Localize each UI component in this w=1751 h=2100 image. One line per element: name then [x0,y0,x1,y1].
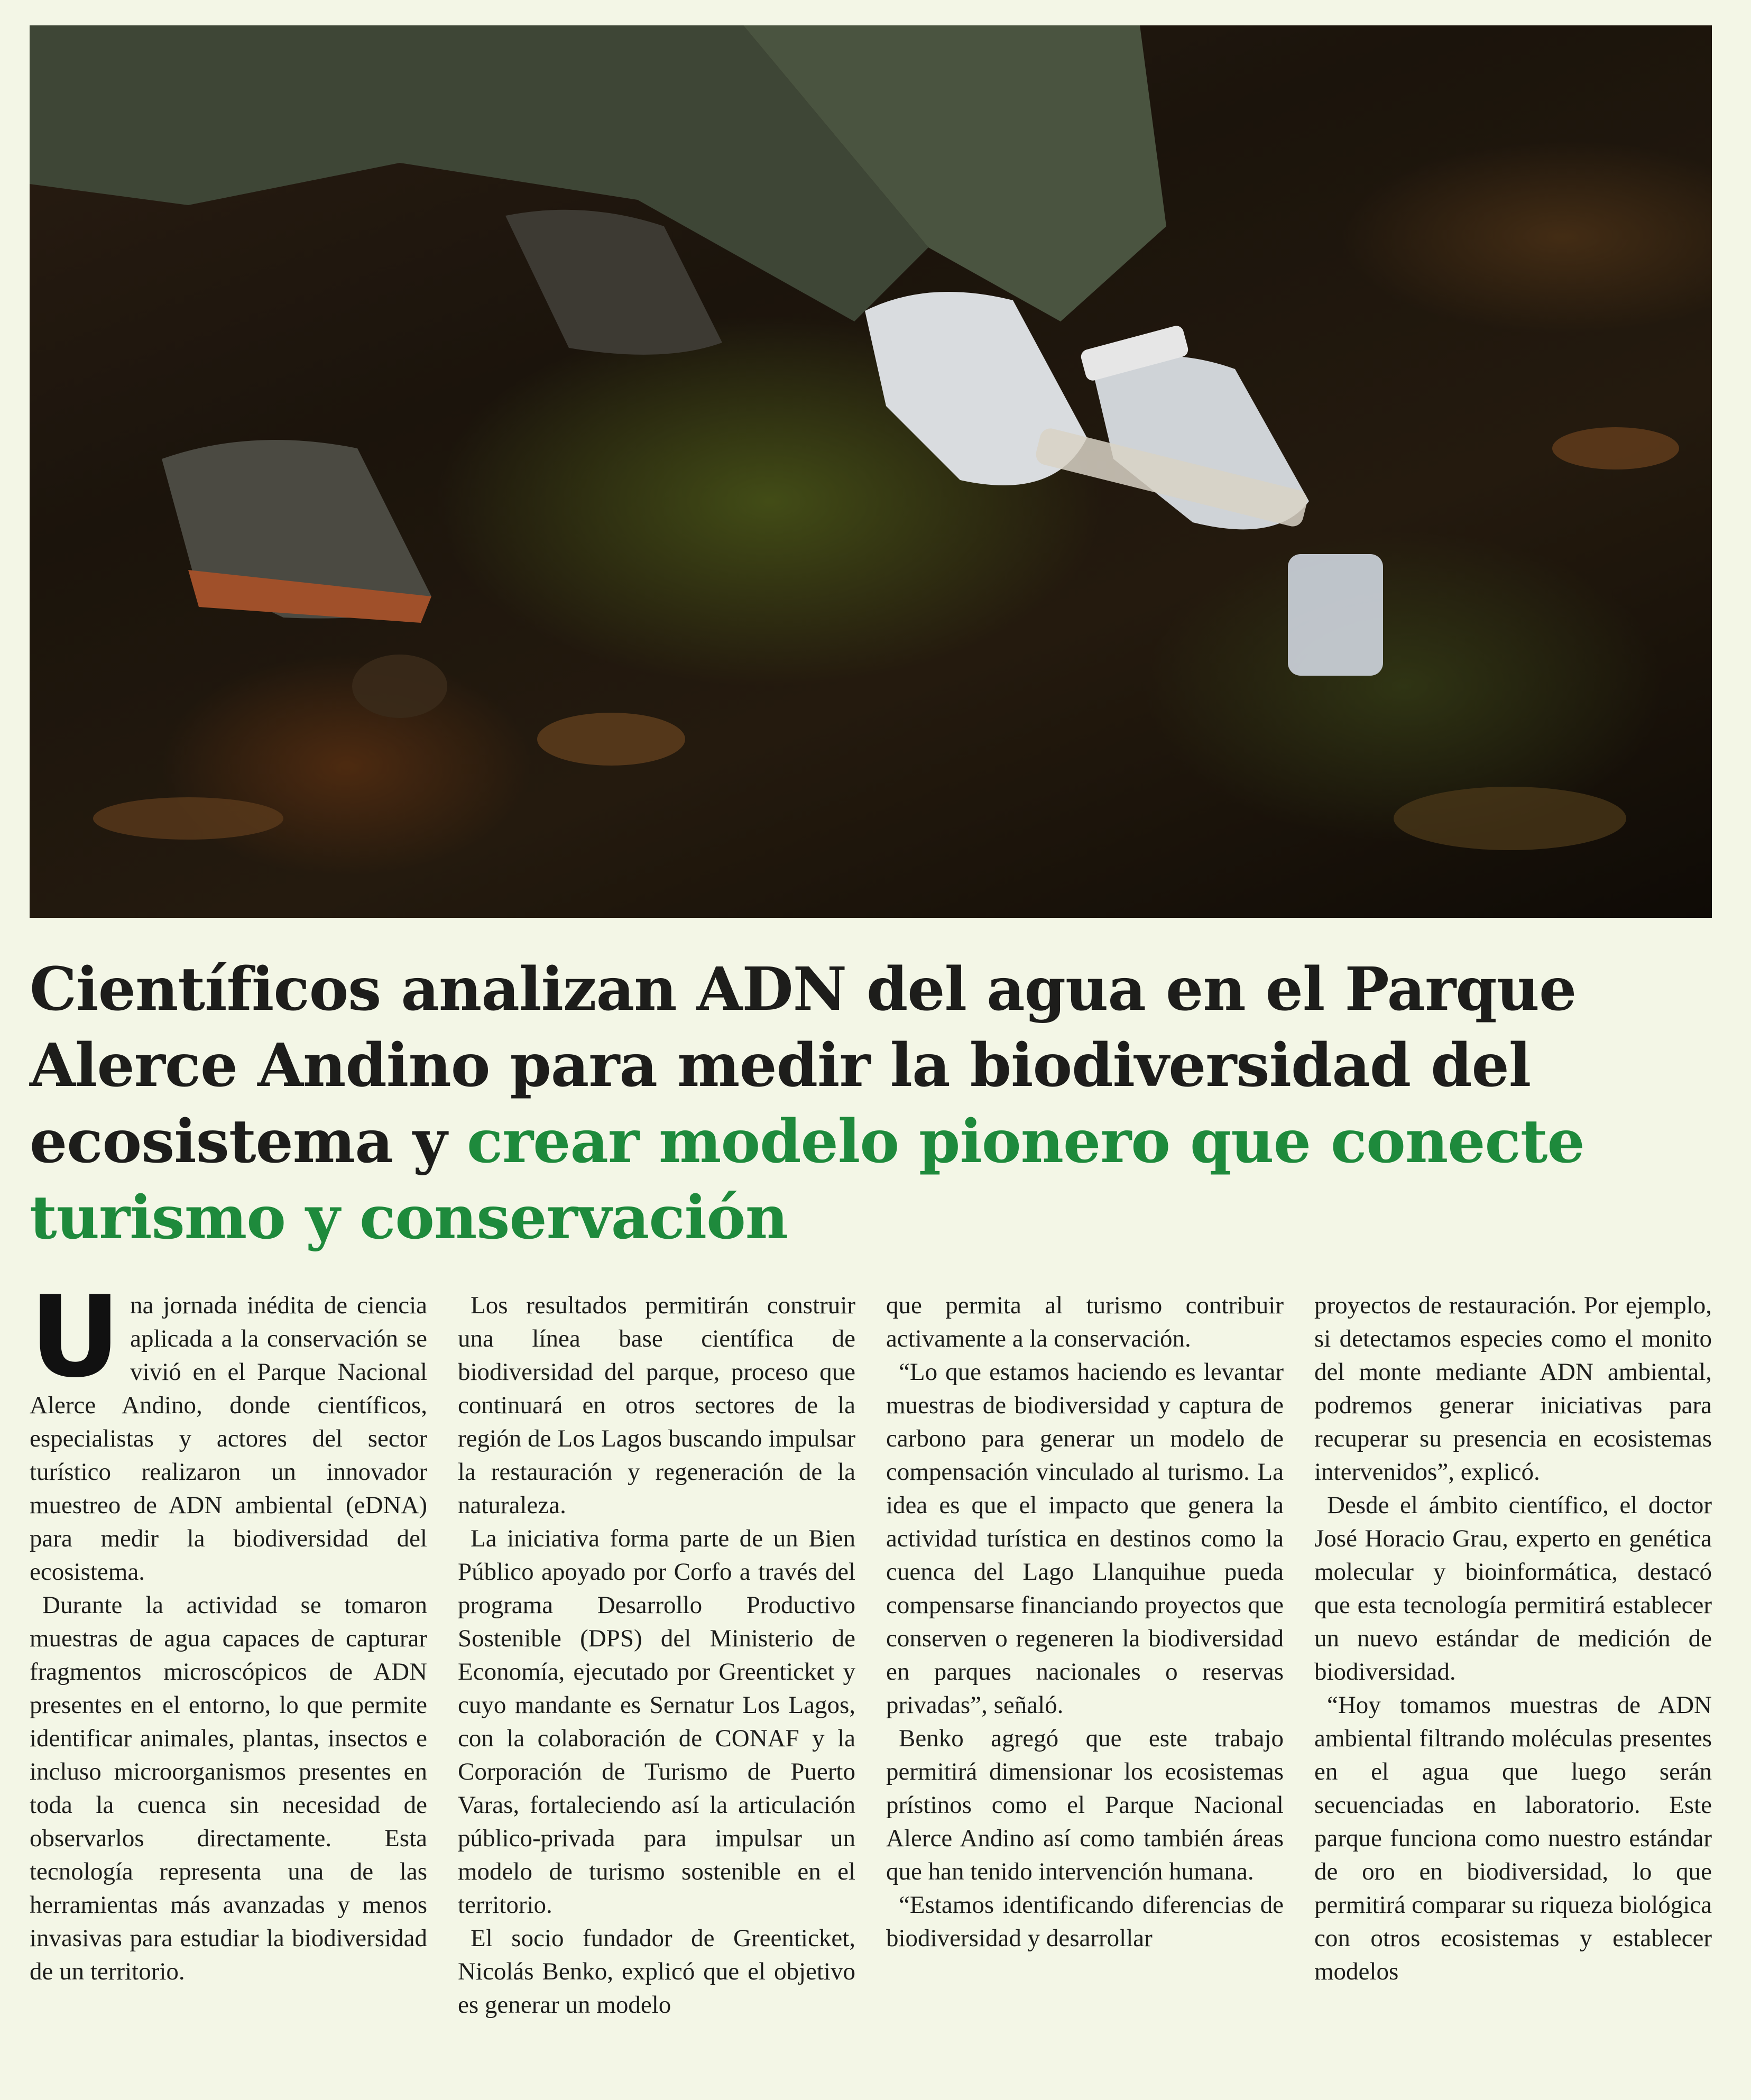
article-body [30,1289,1712,2071]
headline-part-green: crear modelo pionero que conecte turismo y conservación [30,1107,1584,1252]
column-3 [886,1289,1284,1955]
paragraph: Desde el ámbito científico, el doctor José Horacio Grau, experto en genética molecular y bioinformática, destacó que esta tecnología permitirá establecer un nuevo estándar de medición de biodiversidad. [1314,1491,1712,1685]
paragraph-text: na jornada inédita de ciencia aplicada a la conservación se vivió en el Parque Nacional Alerce Andino, donde científicos, especialistas y actores del sector turístico realizaron un innovador muestreo de ADN ambiental (eDNA) para medir la biodiversidad del ecosistema. [30,1292,427,1586]
water-sampling-photo-icon [30,25,1712,918]
column-1 [30,1289,427,1988]
drop-cap: U [30,1289,121,1402]
paragraph [30,1289,427,1589]
column-4 [1314,1289,1712,1988]
paragraph: que permita al turismo contribuir activamente a la conservación. [886,1292,1284,1352]
paragraph: El socio fundador de Greenticket, Nicolás Benko, explicó que el objetivo es generar un modelo [458,1924,855,2019]
paragraph: “Estamos identificando diferencias de biodiversidad y desarrollar [886,1891,1284,1952]
paragraph: “Lo que estamos haciendo es levantar muestras de biodiversidad y captura de carbono para generar un modelo de compensación vinculado al turismo. La idea es que el impacto que genera la actividad turística en destinos como la cuenca del Lago Llanquihue pueda compensarse financiando proyectos que conserven o regeneren la biodiversidad en parques nacionales o reservas privadas”, señaló. [886,1358,1284,1719]
article-photo [30,25,1712,918]
paragraph: Los resultados permitirán construir una línea base científica de biodiversidad del parque, proceso que continuará en otros sectores de la región de Los Lagos buscando impulsar la restauración y regeneración de la naturaleza. [458,1292,855,1519]
paragraph: proyectos de restauración. Por ejemplo, si detectamos especies como el monito del monte mediante ADN ambiental, podremos generar iniciativas para recuperar su presencia en ecosistemas intervenidos”, explicó. [1314,1292,1712,1486]
paragraph: La iniciativa forma parte de un Bien Público apoyado por Corfo a través del programa Desarrollo Productivo Sostenible (DPS) del Ministerio de Economía, ejecutado por Greenticket y cuyo mandante es Sernatur Los Lagos, con la colaboración de CONAF y la Corporación de Turismo de Puerto Varas, fortaleciendo así la articulación público-privada para impulsar un modelo de turismo sostenible en el territorio. [458,1525,855,1919]
column-2 [458,1289,855,2022]
paragraph: Durante la actividad se tomaron muestras de agua capaces de capturar fragmentos microscópicos de ADN presentes en el entorno, lo que permite identificar animales, plantas, insectos e incluso microorganismos presentes en toda la cuenca sin necesidad de observarlos directamente. Esta tecnología representa una de las herramientas más avanzadas y menos invasivas para estudiar la biodiversidad de un territorio. [30,1591,427,1985]
headline-part-dark: Científicos analizan ADN del agua en el Parque Alerce Andino para medir la biodiversidad del ecosistema y [30,955,1577,1176]
paragraph: Benko agregó que este trabajo permitirá dimensionar los ecosistemas prístinos como el Parque Nacional Alerce Andino así como también áreas que han tenido intervención humana. [886,1725,1284,1885]
headline [30,952,1721,1256]
paragraph: “Hoy tomamos muestras de ADN ambiental filtrando moléculas presentes en el agua que luego serán secuenciadas en laboratorio. Este parque funciona como nuestro estándar de oro en biodiversidad, lo que permitirá comparar su riqueza biológica con otros ecosistemas y establecer modelos [1314,1691,1712,1985]
